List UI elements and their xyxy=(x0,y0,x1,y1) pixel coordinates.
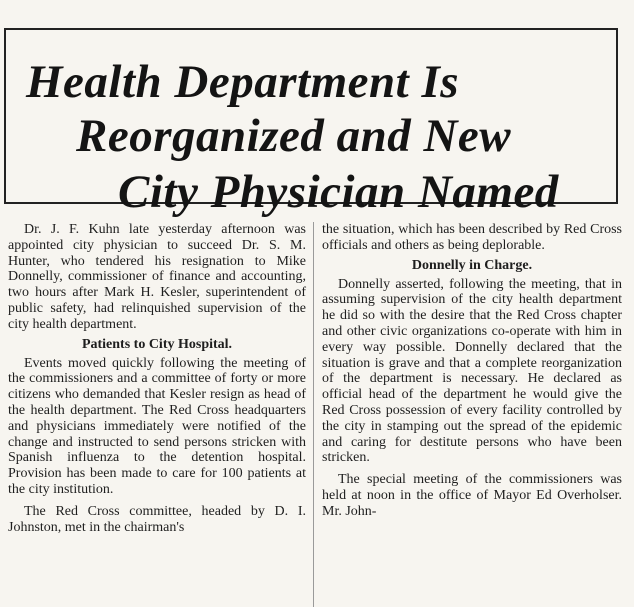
article-paragraph: Events moved quickly following the meeting of the commissioners and a committee of forty or more citizens who demanded that Kesler resign as head of the health department. The Red Cross headquarters and physicians immediately were notified of the change and instructed to send persons stricken with Spanish influenza to the detention hospital. Provision has been made to care for 100 patients at the city institution. xyxy=(8,355,306,497)
article-paragraph: The Red Cross committee, headed by D. I. Johnston, met in the chairman's xyxy=(8,503,306,535)
article-subhead: Donnelly in Charge. xyxy=(411,257,533,273)
article-column-left xyxy=(8,222,306,535)
headline-line-2: Reorganized and New xyxy=(76,110,512,162)
article-subhead: Patients to City Hospital. xyxy=(81,336,233,352)
article-column-right xyxy=(322,222,622,520)
headline-line-3: City Physician Named xyxy=(118,166,559,218)
article-paragraph: The special meeting of the commissioners was held at noon in the office of Mayor Ed Overholser. Mr. John- xyxy=(322,472,622,519)
column-divider xyxy=(313,222,314,607)
headline-line-1: Health Department Is xyxy=(26,56,460,108)
article-paragraph: Dr. J. F. Kuhn late yesterday afternoon was appointed city physician to succeed Dr. S. M. Hunter, who tendered his resignation to Mike Donnelly, commissioner of finance and accounting, two hours after Mark H. Kesler, superintendent of public safety, had relinquished supervision of the city health department. xyxy=(8,222,306,332)
headline-box xyxy=(4,28,618,218)
article-paragraph: the situation, which has been described by Red Cross officials and others as being deplorable. xyxy=(322,222,622,253)
article-paragraph: Donnelly asserted, following the meeting, that in assuming supervision of the city health department he did so with the desire that the Red Cross chapter and other civic organizations co-operate with him in every way possible. Donnelly declared that the situation is grave and that a complete reorganization of the department is necessary. He declared as official head of the department he would give the Red Cross possession of every facility controlled by the city in stamping out the spread of the epidemic and caring for destitute persons who have been stricken. xyxy=(322,276,622,466)
